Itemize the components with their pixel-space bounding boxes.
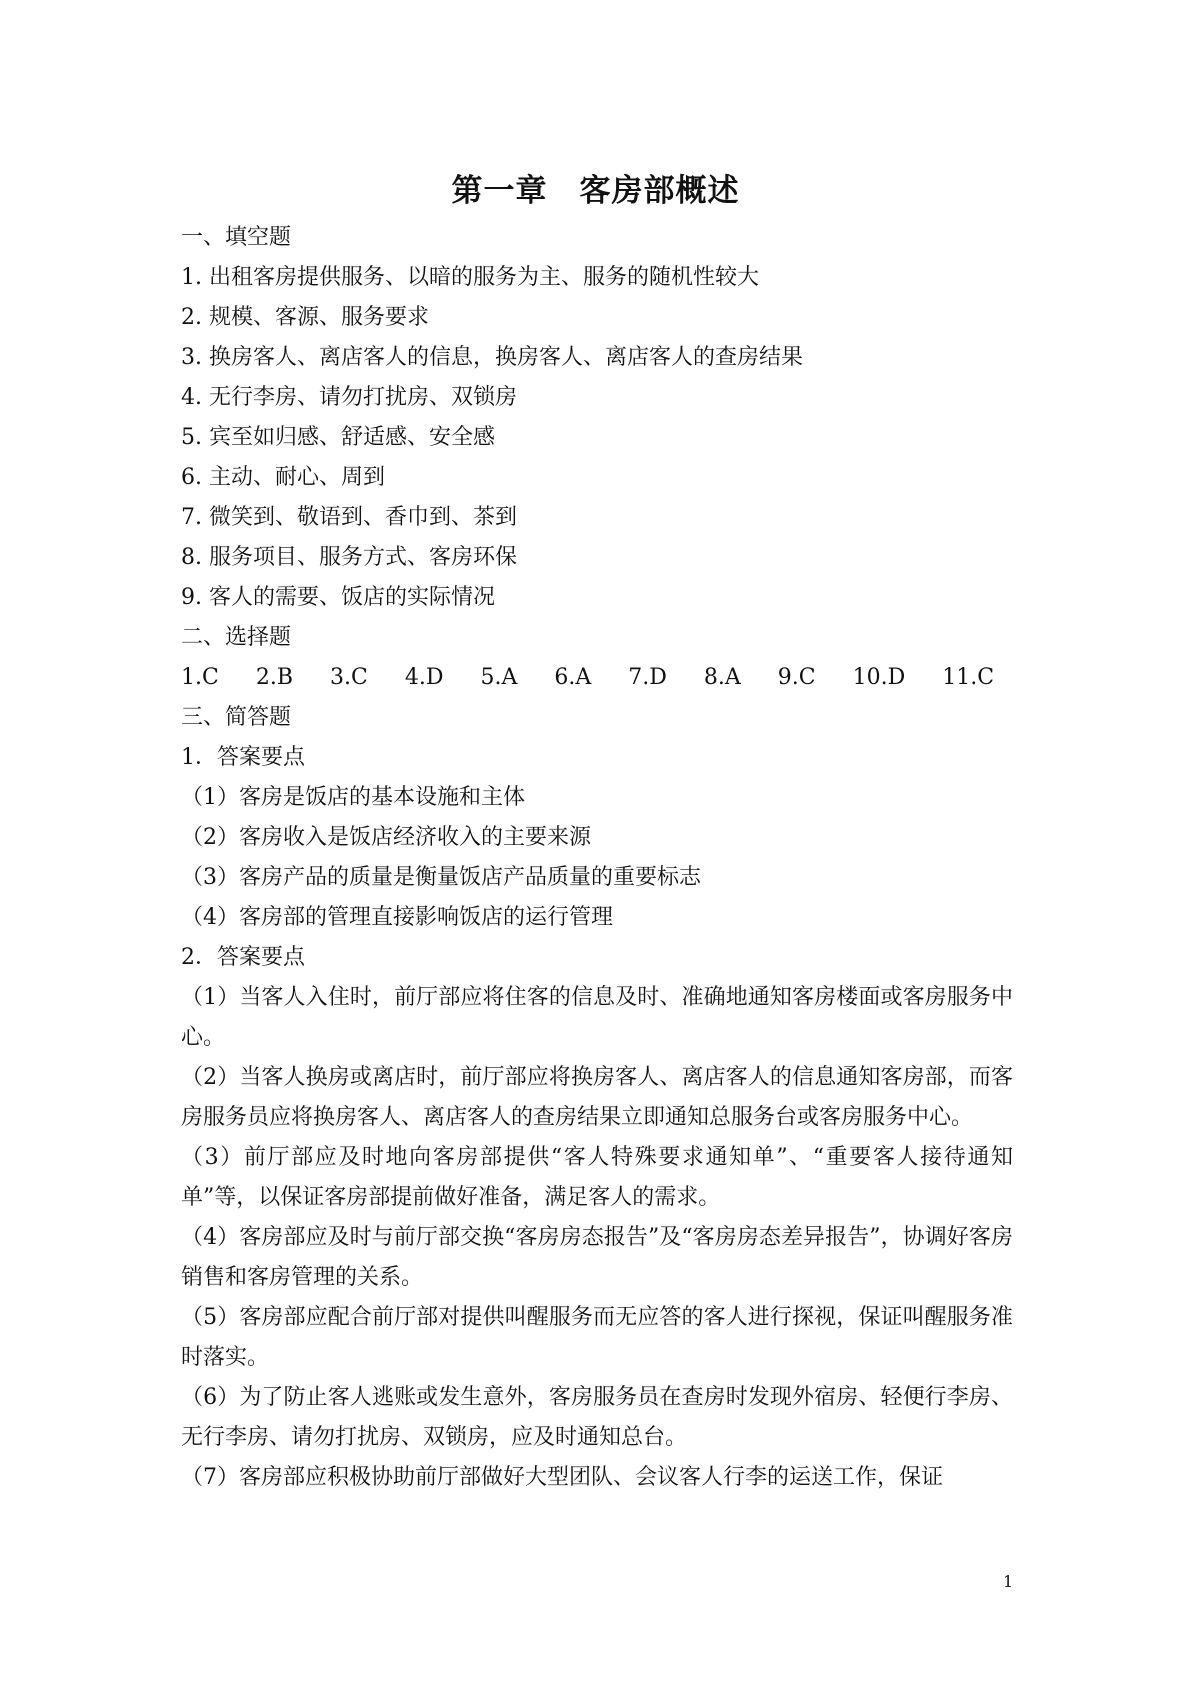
section-heading-short-answer: 三、简答题 xyxy=(181,705,292,730)
answer-paragraph: （6）为了防止客人逃账或发生意外，客房服务员在查房时发现外宿房、轻便行李房、无行李房、请勿打扰房、双锁房，应及时通知总台。 xyxy=(181,1385,1013,1450)
answer-point: （3）客房产品的质量是衡量饭店产品质量的重要标志 xyxy=(181,865,701,890)
fill-blank-item: 5. 宾至如归感、舒适感、安全感 xyxy=(181,425,495,450)
answer-paragraph: （4）客房部应及时与前厅部交换“客房房态报告”及“客房房态差异报告”，协调好客房销售和客房管理的关系。 xyxy=(181,1225,1013,1290)
answer-point: （2）客房收入是饭店经济收入的主要来源 xyxy=(181,825,591,850)
choice-answer: 1.C xyxy=(181,665,219,690)
choice-answer: 11.C xyxy=(942,665,995,690)
answer-point: （1）客房是饭店的基本设施和主体 xyxy=(181,785,525,810)
choice-answer: 7.D xyxy=(628,665,667,690)
answer-paragraph: （3）前厅部应及时地向客房部提供“客人特殊要求通知单”、“重要客人接待通知单”等，以保证客房部提前做好准备，满足客人的需求。 xyxy=(181,1145,1013,1210)
page-number: 1 xyxy=(1003,1572,1014,1591)
section-heading-fill-blank: 一、填空题 xyxy=(181,225,292,250)
choice-answer: 6.A xyxy=(554,665,592,690)
choice-answer: 9.C xyxy=(777,665,816,690)
choice-answer: 4.D xyxy=(404,665,444,690)
page-title: 第一章 客房部概述 xyxy=(451,173,740,209)
choice-answer: 10.D xyxy=(852,665,906,690)
answer-paragraph: （7）客房部应积极协助前厅部做好大型团队、会议客人行李的运送工作，保证 xyxy=(181,1465,943,1490)
fill-blank-item: 8. 服务项目、服务方式、客房环保 xyxy=(181,545,517,570)
fill-blank-item: 6. 主动、耐心、周到 xyxy=(181,465,385,490)
choice-answer: 5.A xyxy=(480,665,518,690)
choice-answer: 3.C xyxy=(330,665,368,690)
document-body xyxy=(181,218,1013,1498)
fill-blank-item: 3. 换房客人、离店客人的信息，换房客人、离店客人的查房结果 xyxy=(181,345,803,370)
fill-blank-item: 1. 出租客房提供服务、以暗的服务为主、服务的随机性较大 xyxy=(181,265,759,290)
fill-blank-item: 9. 客人的需要、饭店的实际情况 xyxy=(181,585,495,610)
choice-answer: 2.B xyxy=(255,665,293,690)
fill-blank-item: 2. 规模、客源、服务要求 xyxy=(181,305,429,330)
question-label: 1．答案要点 xyxy=(181,745,305,770)
section-heading-choice: 二、选择题 xyxy=(181,625,292,650)
answer-paragraph: （2）当客人换房或离店时，前厅部应将换房客人、离店客人的信息通知客房部，而客房服务员应将换房客人、离店客人的查房结果立即通知总服务台或客房服务中心。 xyxy=(181,1065,1013,1130)
choice-answers xyxy=(181,658,1013,698)
fill-blank-item: 7. 微笑到、敬语到、香巾到、茶到 xyxy=(181,505,517,530)
answer-paragraph: （1）当客人入住时，前厅部应将住客的信息及时、准确地通知客房楼面或客房服务中心。 xyxy=(181,985,1013,1050)
answer-point: （4）客房部的管理直接影响饭店的运行管理 xyxy=(181,905,613,930)
question-label: 2．答案要点 xyxy=(181,945,305,970)
answer-paragraph: （5）客房部应配合前厅部对提供叫醒服务而无应答的客人进行探视，保证叫醒服务准时落实。 xyxy=(181,1305,1013,1370)
choice-answer: 8.A xyxy=(703,665,741,690)
fill-blank-item: 4. 无行李房、请勿打扰房、双锁房 xyxy=(181,385,517,410)
